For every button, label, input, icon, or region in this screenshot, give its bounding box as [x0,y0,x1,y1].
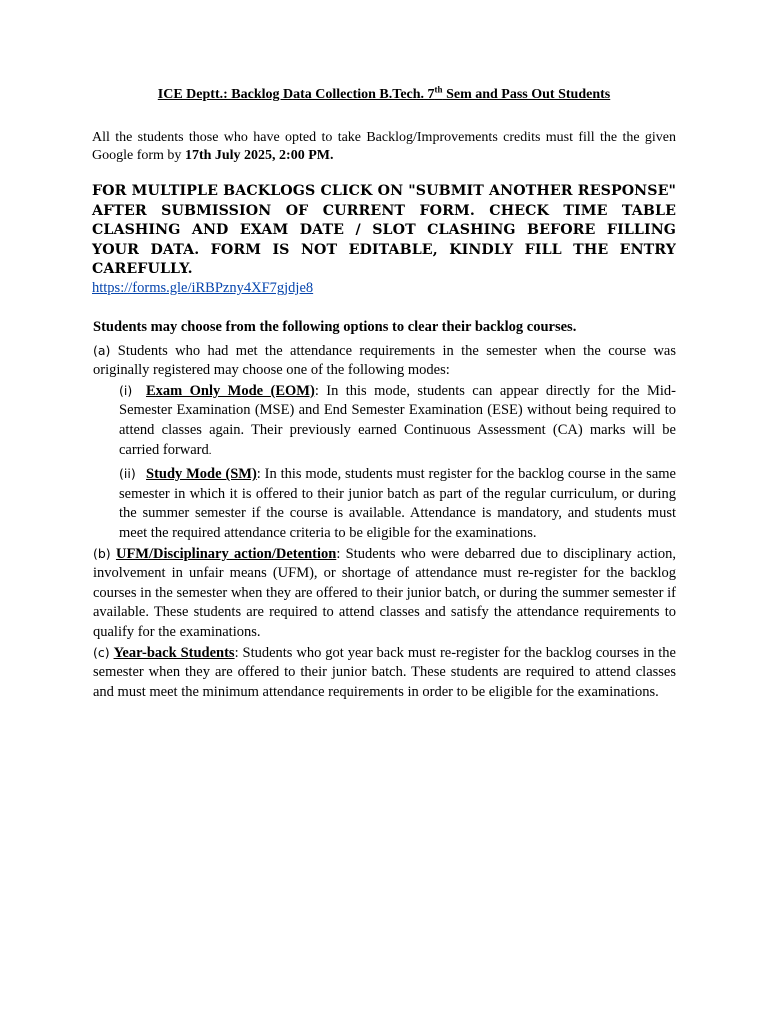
option-c-label: Year-back Students [113,644,235,661]
mode-i [93,381,676,461]
mode-ii-marker: (ii) [119,466,136,482]
intro-paragraph [92,129,676,164]
title-text: ICE Deptt.: Backlog Data Collection B.Tech. 7 [157,87,435,102]
option-c-marker: (c) [93,644,110,660]
mode-ii [93,464,676,543]
option-a [93,341,676,381]
option-b [93,544,676,643]
option-a-text: Students who had met the attendance requirements in the semester when the course was originally registered may choose one of the following modes: [93,342,676,379]
mode-ii-text: : In this mode, students must register for the backlog course in the same semester in which it is offered to their junior batch as part of the regular curriculum, or during the summer semester if the course is available. Attendance is mandatory, and students must meet the required attendance criteria to be eligible for the examinations. [119,466,676,541]
google-form-link[interactable]: https://forms.gle/iRBPzny4XF7gjdje8 [92,280,314,296]
option-c-text: : Students who got year back must re-register for the backlog courses in the semester when they are offered to their junior batch. These students are required to attend classes and must meet the minimum attendance requirements in order to be eligible for the examinations. [93,644,676,700]
mode-i-end: . [208,444,212,457]
intro-text: All the students those who have opted to take Backlog/Improvements credits must fill the the given Google form by [92,130,676,163]
backlog-options-section [93,318,676,702]
title-text-end: Sem and Pass Out Students [442,87,611,102]
title-superscript: th [434,84,443,95]
option-b-text: : Students who were debarred due to disciplinary action, involvement in unfair means (UFM), or shortage of attendance must re-register for the backlog courses in the semester when they are offered to their junior batch, or during the summer semester if available. These students are required to attend classes and satisfy the attendance requirements to qualify for the examinations. [93,545,676,640]
warning-notice: FOR MULTIPLE BACKLOGS CLICK ON "SUBMIT ANOTHER RESPONSE" AFTER SUBMISSION OF CURRENT FORM. CHECK TIME TABLE CLASHING AND EXAM DATE / SLOT CLASHING BEFORE FILLING YOUR DATA. FORM IS NOT EDITABLE, KINDLY FILL THE ENTRY CAREFULLY. [92,183,676,277]
mode-i-text: : In this mode, students can appear directly for the Mid-Semester Examination (MSE) and End Semester Examination (ESE) without being required to attend classes again. Their previously earned Continuous Assessment (CA) marks will be carried forward [119,382,676,458]
mode-i-marker: (i) [119,382,133,398]
mode-i-label: Exam Only Mode (EOM) [146,382,315,399]
deadline-text: 17th July 2025, 2:00 PM. [184,147,334,163]
options-heading: Students may choose from the following options to clear their backlog courses. [93,319,577,335]
option-b-label: UFM/Disciplinary action/Detention [115,545,337,562]
mode-ii-label: Study Mode (SM) [146,466,257,483]
option-b-marker: (b) [93,545,111,561]
option-a-marker: (a) [93,342,111,358]
document-title [92,86,676,104]
option-c [93,643,676,703]
